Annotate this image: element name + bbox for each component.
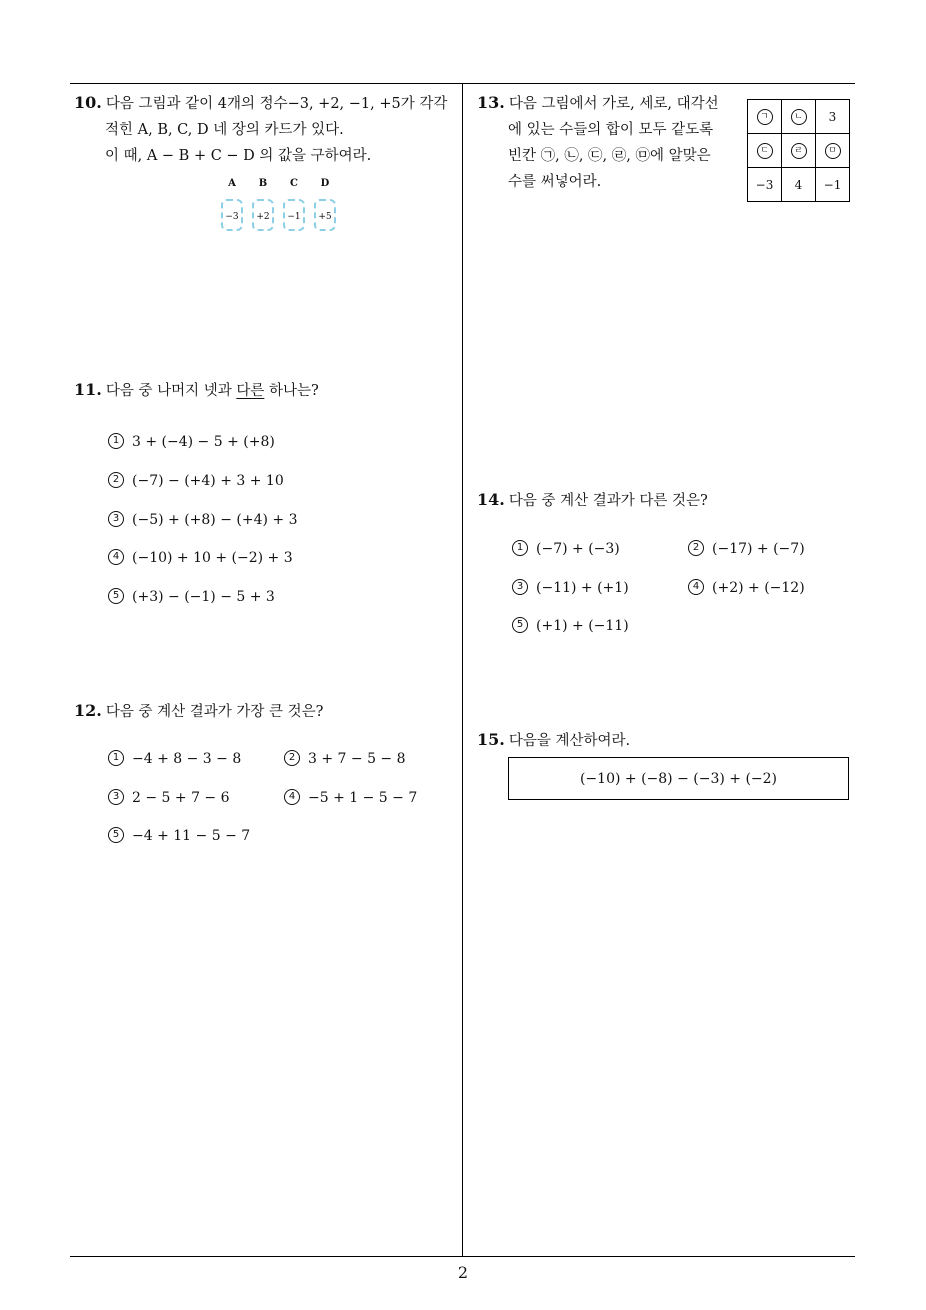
option-2[interactable] [284, 750, 406, 768]
option-text: −4 + 8 − 3 − 8 [132, 751, 242, 767]
question-10 [74, 90, 459, 169]
card: −3 [221, 199, 243, 231]
question-number: 14. [477, 490, 505, 509]
circled-number-4: 4 [284, 789, 300, 805]
expression-box: (−10) + (−8) − (−3) + (−2) [508, 757, 849, 800]
option-text: (−5) + (+8) − (+4) + 3 [132, 512, 298, 528]
option-1[interactable] [108, 750, 241, 768]
question-text: 하나는? [264, 383, 319, 399]
option-text: (+3) − (−1) − 5 + 3 [132, 589, 275, 605]
grid-cell[interactable] [816, 134, 850, 168]
question-text: 빈칸 ㉠, ㉡, ㉢, ㉣, ㉤에 알맞은 [508, 148, 711, 164]
option-text: (−17) + (−7) [712, 541, 805, 557]
card-label: D [320, 178, 330, 189]
circled-number-5: 5 [108, 588, 124, 604]
question-number: 11. [74, 380, 102, 399]
option-text: (−10) + 10 + (−2) + 3 [132, 550, 293, 566]
blank-marker: ㄴ [791, 109, 807, 125]
grid-cell[interactable] [748, 100, 782, 134]
blank-marker: ㄷ [757, 143, 773, 159]
option-2[interactable] [108, 472, 284, 490]
circled-number-1: 1 [108, 750, 124, 766]
option-1[interactable] [108, 433, 275, 451]
question-number: 13. [477, 93, 505, 112]
option-4[interactable] [688, 579, 805, 597]
card: +5 [314, 199, 336, 231]
circled-number-1: 1 [108, 433, 124, 449]
question-text: 다음 중 계산 결과가 다른 것은? [508, 493, 708, 509]
question-text: 다음 그림과 같이 4개의 정수−3, +2, −1, +5가 각각 [105, 96, 448, 112]
option-4[interactable] [108, 549, 293, 567]
blank-marker: ㄱ [757, 109, 773, 125]
bottom-rule [70, 1256, 855, 1257]
card-set [221, 178, 341, 236]
question-number: 15. [477, 730, 505, 749]
blank-marker: ㅁ [825, 143, 841, 159]
grid-cell: −3 [748, 168, 782, 202]
circled-number-3: 3 [108, 789, 124, 805]
option-text: (−7) − (+4) + 3 + 10 [132, 473, 284, 489]
question-text: 다음 중 계산 결과가 가장 큰 것은? [105, 704, 324, 720]
question-text: 다음을 계산하여라. [508, 733, 631, 749]
question-13 [477, 90, 739, 195]
option-text: −4 + 11 − 5 − 7 [132, 828, 251, 844]
page-number: 2 [457, 1263, 469, 1282]
option-1[interactable] [512, 540, 620, 558]
card-label: C [290, 178, 298, 189]
question-number: 12. [74, 701, 102, 720]
circled-number-2: 2 [284, 750, 300, 766]
question-number: 10. [74, 93, 102, 112]
magic-square-table [747, 99, 850, 202]
option-5[interactable] [108, 827, 250, 845]
card-label: A [228, 178, 236, 189]
grid-cell[interactable] [748, 134, 782, 168]
circled-number-4: 4 [688, 579, 704, 595]
grid-cell[interactable] [782, 134, 816, 168]
circled-number-5: 5 [512, 617, 528, 633]
circled-number-1: 1 [512, 540, 528, 556]
card-label: B [258, 178, 268, 189]
option-text: −5 + 1 − 5 − 7 [308, 790, 418, 806]
option-5[interactable] [512, 617, 629, 635]
option-text: (−11) + (+1) [536, 580, 629, 596]
question-text: 에 있는 수들의 합이 모두 같도록 [508, 122, 714, 138]
circled-number-2: 2 [108, 472, 124, 488]
blank-marker: ㄹ [791, 143, 807, 159]
question-text: 다음 그림에서 가로, 세로, 대각선 [508, 96, 719, 112]
magic-square [747, 99, 850, 202]
card: −1 [283, 199, 305, 231]
question-text: 다음 중 나머지 넷과 [105, 383, 237, 399]
option-text: (+2) + (−12) [712, 580, 805, 596]
option-3[interactable] [512, 579, 629, 597]
question-12 [74, 698, 459, 725]
grid-cell: −1 [816, 168, 850, 202]
underlined-word: 다른 [236, 383, 265, 399]
grid-row [748, 168, 850, 202]
question-text: 이 때, A − B + C − D 의 값을 구하여라. [105, 148, 372, 164]
option-text: 3 + 7 − 5 − 8 [308, 751, 406, 767]
question-14 [477, 487, 857, 514]
option-text: 2 − 5 + 7 − 6 [132, 790, 230, 806]
option-text: (+1) + (−11) [536, 618, 629, 634]
grid-row [748, 134, 850, 168]
grid-cell[interactable] [782, 100, 816, 134]
option-text: 3 + (−4) − 5 + (+8) [132, 434, 275, 450]
option-text: (−7) + (−3) [536, 541, 620, 557]
circled-number-3: 3 [512, 579, 528, 595]
card: +2 [252, 199, 274, 231]
question-15 [477, 727, 857, 754]
option-4[interactable] [284, 789, 417, 807]
option-2[interactable] [688, 540, 805, 558]
option-3[interactable] [108, 511, 297, 529]
column-divider [462, 83, 463, 1257]
circled-number-4: 4 [108, 549, 124, 565]
grid-cell: 4 [782, 168, 816, 202]
circled-number-5: 5 [108, 827, 124, 843]
circled-number-2: 2 [688, 540, 704, 556]
question-text: 적힌 A, B, C, D 네 장의 카드가 있다. [105, 122, 344, 138]
option-5[interactable] [108, 588, 275, 606]
question-text: 수를 써넣어라. [508, 174, 602, 190]
grid-row [748, 100, 850, 134]
circled-number-3: 3 [108, 511, 124, 527]
question-11 [74, 377, 459, 404]
option-3[interactable] [108, 789, 230, 807]
grid-cell: 3 [816, 100, 850, 134]
